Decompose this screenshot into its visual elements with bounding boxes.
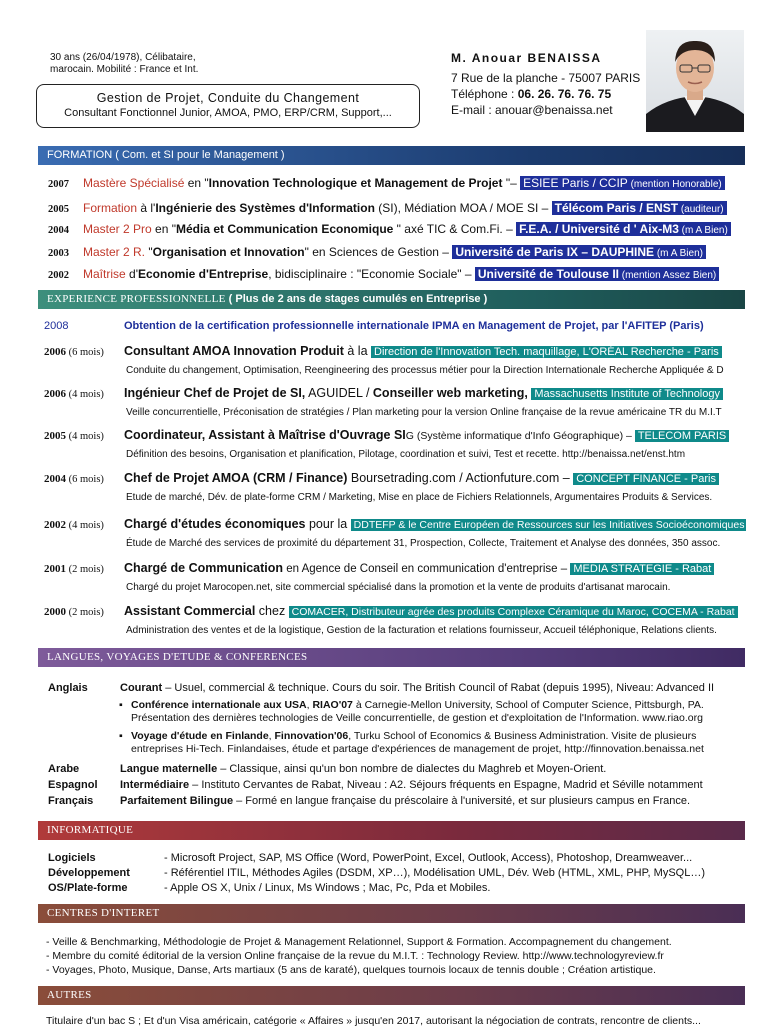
bullet-item [119, 730, 744, 755]
exp-year: 2004 [44, 473, 66, 485]
formation-topic: Organisation et Innovation [152, 245, 305, 259]
section-header-autres [38, 986, 745, 1005]
language-details: – Classique, ainsi qu'un bon nombre de dialectes du Maghreb et Moyen-Orient. [217, 763, 607, 775]
section-title: EXPERIENCE PROFESSIONNELLE [47, 293, 226, 305]
exp-role: Chef de Projet AMOA (CRM / Finance) [124, 471, 348, 485]
experience-item [44, 469, 746, 504]
language-name: Français [48, 795, 94, 807]
school-mention: (mention Honorable) [627, 179, 722, 190]
experience-item [44, 342, 746, 377]
language-name: Espagnol [48, 779, 98, 791]
formation-year: 2002 [48, 270, 69, 281]
language-row [48, 778, 748, 792]
exp-duration: (2 mois) [66, 607, 104, 618]
formation-year: 2003 [48, 248, 69, 259]
experience-item [44, 426, 746, 461]
school-mention: (mention Assez Bien) [618, 270, 717, 281]
phone-line [451, 86, 651, 102]
certification-row [44, 320, 746, 332]
formation-year: 2004 [48, 225, 69, 236]
exp-text: pour la [305, 517, 351, 531]
formation-text: , bidisciplinaire : "Economie Sociale" – [268, 267, 475, 281]
skill-list: - Microsoft Project, SAP, MS Office (Word, PowerPoint, Excel, Outlook, Access), Photoshop, Dreamweaver... [164, 852, 693, 864]
exp-organization: TELECOM PARIS [635, 430, 729, 442]
exp-date [44, 560, 124, 579]
exp-duration: (4 mois) [66, 520, 104, 531]
phone-number: 06. 26. 76. 76. 75 [517, 87, 612, 101]
exp-organization: Direction de l'Innovation Tech. maquillage, L'ORÉAL Recherche - Paris [371, 346, 722, 358]
exp-organization: DDTEFP & le Centre Européen de Ressources sur les Initiatives Socioéconomiques [351, 519, 746, 531]
section-title: AUTRES [47, 989, 92, 1001]
section-header-informatique [38, 821, 745, 840]
exp-text: AGUIDEL / [305, 386, 373, 400]
exp-year: 2001 [44, 563, 66, 575]
exp-role: Consultant AMOA Innovation Produit [124, 344, 344, 358]
formation-degree: Master 2 R. [83, 245, 146, 259]
exp-text: Boursetrading.com / Actionfuture.com – [347, 471, 574, 485]
formation-school [552, 201, 727, 215]
bullet-title: Voyage d'étude en Finlande [131, 730, 269, 742]
formation-topic: Ingénierie des Systèmes d'Information [155, 201, 375, 215]
exp-duration: (4 mois) [66, 431, 104, 442]
exp-year: 2005 [44, 430, 66, 442]
exp-role: Conseiller web marketing, [372, 386, 528, 400]
school-name: Université de Paris IX – DAUPHINE [455, 245, 655, 259]
exp-text: à la [343, 344, 371, 358]
formation-school [516, 222, 731, 236]
exp-text: chez [255, 604, 289, 618]
formation-text: "– [502, 176, 521, 190]
formation-degree: Mastère Spécialisé [83, 176, 185, 190]
formation-text: " axé TIC & Com.Fi. – [393, 222, 517, 236]
skill-category: OS/Plate-forme [48, 882, 128, 894]
section-title: LANGUES, VOYAGES D'ETUDE & CONFERENCES [47, 651, 308, 663]
language-row [48, 681, 748, 695]
objective-box [36, 84, 420, 128]
phone-label: Téléphone : [451, 87, 518, 101]
exp-text: G (Système informatique d'Info Géographique) – [405, 430, 635, 442]
exp-date [44, 470, 124, 489]
objective-subtitle: Consultant Fonctionnel Junior, AMOA, PMO, ERP/CRM, Support,... [64, 107, 392, 119]
formation-topic: Média et Communication Economique [175, 222, 394, 236]
experience-item [44, 559, 746, 594]
exp-description: Etude de marché, Dév. de plate-forme CRM / Marketing, Mise en place de Fichiers Relationnels, Argumentaires Produits & Services. [126, 492, 713, 503]
personal-line: 30 ans (26/04/1978), Célibataire, [50, 52, 196, 63]
bullet-icon: ▪ [119, 730, 123, 742]
objective-title: Gestion de Projet, Conduite du Changement [96, 91, 360, 105]
contact-block [451, 50, 651, 118]
skill-list: - Apple OS X, Unix / Linux, Ms Windows ; Mac, Pc, Pda et Mobiles. [164, 882, 491, 894]
formation-school [452, 245, 706, 259]
exp-role: Coordinateur, Assistant à Maîtrise d'Ouvrage SI [124, 428, 406, 442]
address: 7 Rue de la planche - 75007 PARIS [451, 71, 641, 85]
formation-text: à l' [137, 201, 156, 215]
exp-year: 2000 [44, 606, 66, 618]
formation-topic: Innovation Technologique et Management de Projet [208, 176, 503, 190]
exp-description: Conduite du changement, Optimisation, Reengineering des processus métier pour la Direction Internationale Recherche Appliquée & D [126, 365, 724, 376]
exp-date [44, 427, 124, 446]
school-mention: (auditeur) [678, 204, 724, 215]
exp-year: 2006 [44, 388, 66, 400]
section-subtitle: ( Plus de 2 ans de stages cumulés en Entreprise ) [225, 293, 488, 305]
personal-line: marocain. Mobilité : France et Int. [50, 64, 199, 75]
experience-item [44, 602, 746, 637]
formation-text: (SI), Médiation MOA / MOE SI – [374, 201, 552, 215]
school-mention: (m A Bien) [654, 248, 703, 259]
language-details: – Formé en langue française du préscolaire à l'université, et sur plusieurs campus en France. [233, 795, 691, 807]
formation-degree: Formation [83, 201, 138, 215]
bullet-title: Conférence internationale aux USA [131, 699, 307, 711]
formation-row [48, 174, 748, 192]
school-name: Université de Toulouse II [477, 267, 619, 281]
formation-text: d' [125, 267, 138, 281]
interest-line: - Voyages, Photo, Musique, Danse, Arts martiaux (5 ans de karaté), quelques tournois locaux de tennis double ; Création artistique. [46, 964, 656, 976]
bullet-text: , Turku School of Economics & Business Administration. Visite de plusieurs [348, 730, 697, 742]
bullet-text: , [268, 730, 275, 742]
formation-school [520, 176, 725, 190]
bullet-item [119, 699, 744, 724]
language-name: Arabe [48, 763, 80, 775]
formation-row [48, 265, 748, 283]
school-name: Télécom Paris / ENST [554, 201, 679, 215]
language-level: Langue maternelle [120, 763, 218, 775]
exp-description: Étude de Marché des services de proximité du département 31, Prospection, Collecte, Traitement et Analyse des données, 350 assoc. [126, 538, 721, 549]
formation-school [475, 267, 719, 281]
exp-description: Administration des ventes et de la logistique, Gestion de la facturation et relations fournisseur, Accueil téléphonique, Relations clients. [126, 625, 717, 636]
formation-text: " [145, 245, 153, 259]
formation-year: 2007 [48, 179, 69, 190]
exp-duration: (2 mois) [66, 564, 104, 575]
language-row [48, 794, 748, 808]
cert-text: Obtention de la certification professionnelle internationale IPMA en Management de Projet, par l'AFITEP (Paris) [124, 320, 704, 332]
language-level: Parfaitement Bilingue [120, 795, 234, 807]
exp-role: Assistant Commercial [124, 604, 256, 618]
bullet-title: RIAO'07 [312, 699, 353, 711]
section-header-experience [38, 290, 745, 309]
experience-item [44, 384, 746, 419]
exp-year: 2006 [44, 346, 66, 358]
exp-description: Définition des besoins, Organisation et planification, Pilotage, coordination et suivi, Test et recette. http://benaissa.net/enst.htm [126, 449, 686, 460]
personal-info [50, 52, 290, 76]
exp-role: Ingénieur Chef de Projet de SI, [124, 386, 306, 400]
exp-description: Chargé du projet Marocopen.net, site commercial spécialisé dans la promotion et la vente de produits d'artisanat marocain. [126, 582, 671, 593]
skill-category: Développement [48, 867, 130, 879]
formation-year: 2005 [48, 204, 69, 215]
bullet-icon: ▪ [119, 699, 123, 711]
exp-organization: CONCEPT FINANCE - Paris [573, 473, 719, 485]
bullet-text: entreprises Hi-Tech. Finlandaises, étude et partage d'expériences de management de projet, http://finnovation.benaissa.net [131, 742, 704, 755]
candidate-name: M. Anouar BENAISSA [451, 51, 602, 65]
formation-row [48, 243, 748, 261]
language-level: Intermédiaire [120, 779, 190, 791]
email: E-mail : anouar@benaissa.net [451, 103, 613, 117]
section-title: FORMATION ( Com. et SI pour le Management ) [47, 149, 285, 161]
exp-organization: MEDIA STRATEGIE - Rabat [570, 563, 714, 575]
formation-row [48, 199, 748, 217]
exp-duration: (4 mois) [66, 389, 104, 400]
section-title: CENTRES D'INTERET [47, 907, 160, 919]
school-name: F.E.A. / Université d ' Aix-M3 [519, 222, 679, 236]
exp-role: Chargé d'études économiques [124, 517, 306, 531]
experience-item [44, 515, 746, 550]
bullet-text: , [306, 699, 313, 711]
skill-category: Logiciels [48, 852, 96, 864]
formation-text: en " [184, 176, 209, 190]
section-header-langues [38, 648, 745, 667]
bullet-text: Présentation des dernières technologies de Veille concurrentielle, de gestion et d'exploitation de l'Information. www.riao.org [131, 711, 703, 724]
skill-row [48, 866, 748, 881]
formation-row [48, 220, 748, 238]
section-header-formation [38, 146, 745, 165]
exp-role: Chargé de Communication [124, 561, 284, 575]
school-name: ESIEE Paris / CCIP [523, 176, 628, 190]
school-mention: (m A Bien) [678, 225, 728, 236]
formation-degree: Master 2 Pro [83, 222, 152, 236]
interest-line: - Membre du comité éditorial de la version Online française de la revue du M.I.T. : Technology Review. http://www.technologyreview.fr [46, 950, 664, 962]
exp-organization: COMACER, Distributeur agrée des produits Complexe Céramique du Maroc, COCEMA - Rabat [289, 606, 738, 618]
skill-row [48, 881, 748, 896]
bullet-text: à Carnegie-Mellon University, School of Computer Science, Pittsburgh, PA. [352, 699, 704, 711]
cert-year: 2008 [44, 320, 69, 332]
formation-degree: Maîtrise [83, 267, 126, 281]
exp-year: 2002 [44, 519, 66, 531]
exp-text: en Agence de Conseil en communication d'entreprise – [283, 563, 571, 575]
formation-text: en " [151, 222, 176, 236]
section-header-centres [38, 904, 745, 923]
language-details: – Instituto Cervantes de Rabat, Niveau : A2. Séjours fréquents en Espagne, Madrid et Séville notamment [189, 779, 703, 791]
interest-line: - Veille & Benchmarking, Méthodologie de Projet & Management Relationnel, Support & Formation. Accompagnement du changement. [46, 936, 672, 948]
exp-description: Veille concurrentielle, Préconisation de stratégies / Plan marketing pour la version Online française de la revue américaine TR du M.I.T [126, 407, 722, 418]
section-title: INFORMATIQUE [47, 824, 134, 836]
language-details: – Usuel, commercial & technique. Cours du soir. The British Council of Rabat (depuis 1995), Niveau: Advanced II [162, 682, 715, 694]
profile-photo [646, 30, 744, 132]
skill-list: - Référentiel ITIL, Méthodes Agiles (DSDM, XP…), Modélisation UML, Dév. Web (HTML, XML, PHP, MySQL…) [164, 867, 705, 879]
exp-date [44, 516, 124, 535]
exp-duration: (6 mois) [66, 347, 104, 358]
skill-row [48, 851, 748, 866]
bullet-title: Finnovation'06 [274, 730, 349, 742]
formation-text: " en Sciences de Gestion – [304, 245, 453, 259]
exp-organization: Massachusetts Institute of Technology [531, 388, 723, 400]
language-level: Courant [120, 682, 163, 694]
exp-date [44, 343, 124, 362]
exp-date [44, 385, 124, 404]
exp-duration: (6 mois) [66, 474, 104, 485]
formation-topic: Economie d'Entreprise [138, 267, 269, 281]
language-name: Anglais [48, 682, 88, 694]
other-line: Titulaire d'un bac S ; Et d'un Visa américain, catégorie « Affaires » jusqu'en 2017, autorisant la négociation de contrats, rencontre de clients... [46, 1015, 701, 1027]
exp-date [44, 603, 124, 622]
language-row [48, 762, 748, 776]
